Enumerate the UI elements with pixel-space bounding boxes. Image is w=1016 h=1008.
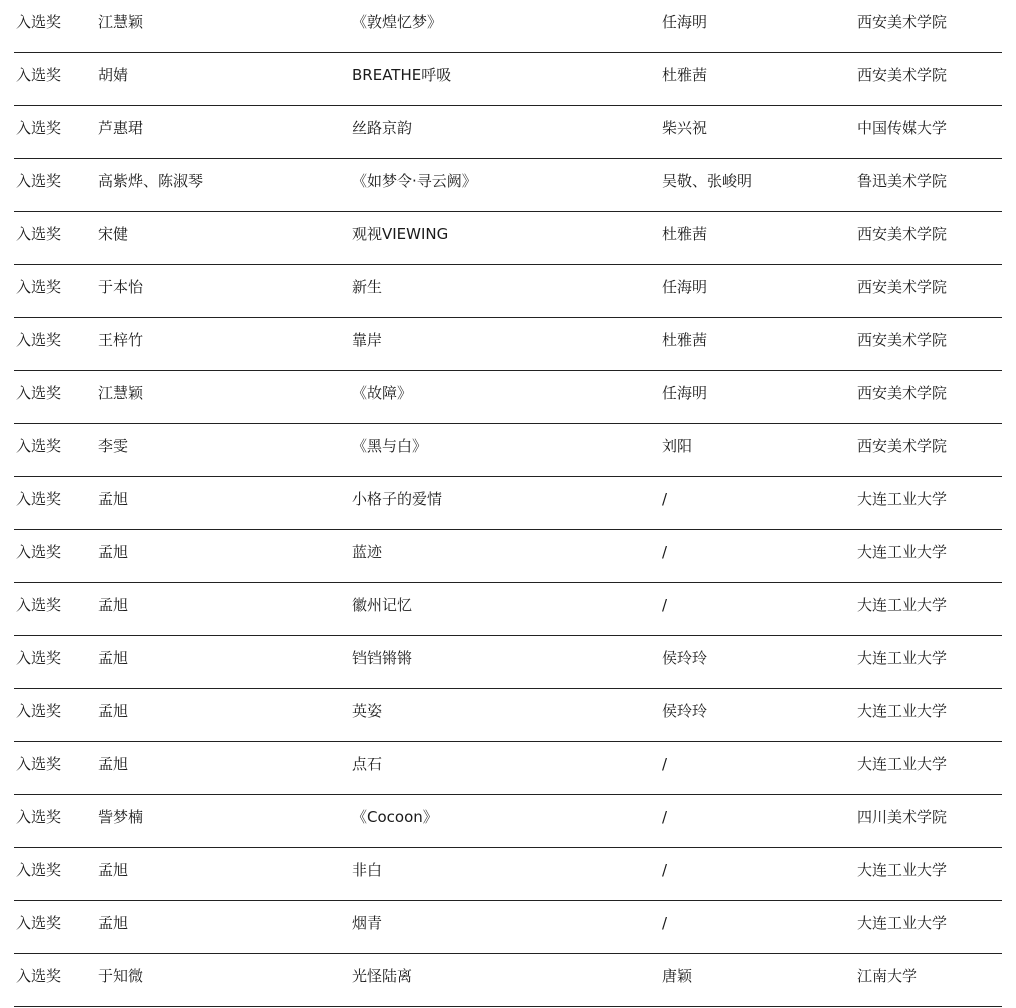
- award-cell: 入选奖: [16, 119, 62, 137]
- work-cell: 蓝迹: [352, 543, 383, 561]
- work-cell: 英姿: [352, 702, 383, 720]
- award-cell: 入选奖: [16, 490, 62, 508]
- school-cell: 大连工业大学: [857, 914, 948, 932]
- award-cell: 入选奖: [16, 437, 62, 455]
- work-cell: 铛铛锵锵: [352, 649, 413, 667]
- work-cell: 烟青: [352, 914, 383, 932]
- work-cell: BREATHE呼吸: [352, 66, 452, 84]
- table-row: [14, 530, 1002, 583]
- work-cell: 观视VIEWING: [352, 225, 449, 243]
- school-cell: 西安美术学院: [857, 13, 948, 31]
- school-cell: 大连工业大学: [857, 649, 948, 667]
- name-cell: 孟旭: [98, 649, 129, 667]
- work-cell: 非白: [352, 861, 383, 879]
- advisor-cell: 任海明: [662, 278, 708, 296]
- advisor-cell: /: [662, 490, 668, 508]
- work-cell: 新生: [352, 278, 383, 296]
- advisor-cell: 杜雅茜: [662, 225, 708, 243]
- work-cell: 《如梦令·寻云阙》: [352, 172, 477, 190]
- name-cell: 孟旭: [98, 596, 129, 614]
- table-row: [14, 318, 1002, 371]
- school-cell: 大连工业大学: [857, 490, 948, 508]
- advisor-cell: /: [662, 755, 668, 773]
- school-cell: 鲁迅美术学院: [857, 172, 948, 190]
- name-cell: 孟旭: [98, 543, 129, 561]
- award-cell: 入选奖: [16, 543, 62, 561]
- work-cell: 靠岸: [352, 331, 383, 349]
- school-cell: 江南大学: [857, 967, 918, 985]
- table-row: [14, 159, 1002, 212]
- school-cell: 大连工业大学: [857, 702, 948, 720]
- work-cell: 《敦煌忆梦》: [352, 13, 443, 31]
- school-cell: 西安美术学院: [857, 437, 948, 455]
- school-cell: 西安美术学院: [857, 225, 948, 243]
- name-cell: 江慧颖: [98, 13, 144, 31]
- advisor-cell: 杜雅茜: [662, 331, 708, 349]
- award-cell: 入选奖: [16, 13, 62, 31]
- award-cell: 入选奖: [16, 861, 62, 879]
- table-row: [14, 583, 1002, 636]
- name-cell: 孟旭: [98, 914, 129, 932]
- table-row: [14, 477, 1002, 530]
- advisor-cell: 杜雅茜: [662, 66, 708, 84]
- advisor-cell: 任海明: [662, 384, 708, 402]
- table-row: [14, 53, 1002, 106]
- name-cell: 李雯: [98, 437, 129, 455]
- advisor-cell: 侯玲玲: [662, 649, 708, 667]
- award-cell: 入选奖: [16, 649, 62, 667]
- award-cell: 入选奖: [16, 278, 62, 296]
- advisor-cell: 唐颖: [662, 967, 693, 985]
- advisor-cell: 柴兴祝: [662, 119, 708, 137]
- advisor-cell: 刘阳: [662, 437, 693, 455]
- work-cell: 小格子的爱情: [352, 490, 443, 508]
- work-cell: 点石: [352, 755, 383, 773]
- advisor-cell: 吴敬、张峻明: [662, 172, 753, 190]
- school-cell: 中国传媒大学: [857, 119, 948, 137]
- table-row: [14, 424, 1002, 477]
- award-cell: 入选奖: [16, 808, 62, 826]
- work-cell: 丝路京韵: [352, 119, 413, 137]
- name-cell: 芦惠珺: [98, 119, 144, 137]
- school-cell: 西安美术学院: [857, 331, 948, 349]
- school-cell: 西安美术学院: [857, 278, 948, 296]
- name-cell: 孟旭: [98, 702, 129, 720]
- work-cell: 《黑与白》: [352, 437, 428, 455]
- award-cell: 入选奖: [16, 914, 62, 932]
- name-cell: 宋健: [98, 225, 129, 243]
- award-cell: 入选奖: [16, 755, 62, 773]
- table-row: [14, 371, 1002, 424]
- award-cell: 入选奖: [16, 596, 62, 614]
- advisor-cell: /: [662, 808, 668, 826]
- award-cell: 入选奖: [16, 66, 62, 84]
- name-cell: 高紫烨、陈淑琴: [98, 172, 204, 190]
- table-row: [14, 636, 1002, 689]
- table-row: [14, 901, 1002, 954]
- advisor-cell: 任海明: [662, 13, 708, 31]
- table-row: [14, 106, 1002, 159]
- name-cell: 于本怡: [98, 278, 144, 296]
- name-cell: 于知微: [98, 967, 144, 985]
- advisor-cell: /: [662, 543, 668, 561]
- advisor-cell: /: [662, 914, 668, 932]
- name-cell: 王梓竹: [98, 331, 144, 349]
- table-row: [14, 0, 1002, 53]
- advisor-cell: /: [662, 861, 668, 879]
- table-row: [14, 212, 1002, 265]
- table-row: [14, 742, 1002, 795]
- name-cell: 孟旭: [98, 755, 129, 773]
- table-row: [14, 795, 1002, 848]
- award-cell: 入选奖: [16, 702, 62, 720]
- school-cell: 西安美术学院: [857, 66, 948, 84]
- name-cell: 孟旭: [98, 490, 129, 508]
- advisor-cell: 侯玲玲: [662, 702, 708, 720]
- name-cell: 訾梦楠: [98, 808, 144, 826]
- work-cell: 徽州记忆: [352, 596, 413, 614]
- school-cell: 大连工业大学: [857, 861, 948, 879]
- table-row: [14, 954, 1002, 1007]
- name-cell: 孟旭: [98, 861, 129, 879]
- table-row: [14, 265, 1002, 318]
- award-cell: 入选奖: [16, 967, 62, 985]
- work-cell: 《故障》: [352, 384, 413, 402]
- award-cell: 入选奖: [16, 384, 62, 402]
- work-cell: 光怪陆离: [352, 967, 413, 985]
- results-table: [14, 0, 1002, 1007]
- table-row: [14, 848, 1002, 901]
- award-cell: 入选奖: [16, 172, 62, 190]
- work-cell: 《Cocoon》: [352, 808, 438, 826]
- name-cell: 胡婧: [98, 66, 129, 84]
- award-cell: 入选奖: [16, 331, 62, 349]
- advisor-cell: /: [662, 596, 668, 614]
- school-cell: 大连工业大学: [857, 755, 948, 773]
- award-cell: 入选奖: [16, 225, 62, 243]
- table-row: [14, 689, 1002, 742]
- name-cell: 江慧颖: [98, 384, 144, 402]
- school-cell: 四川美术学院: [857, 808, 948, 826]
- school-cell: 西安美术学院: [857, 384, 948, 402]
- school-cell: 大连工业大学: [857, 543, 948, 561]
- school-cell: 大连工业大学: [857, 596, 948, 614]
